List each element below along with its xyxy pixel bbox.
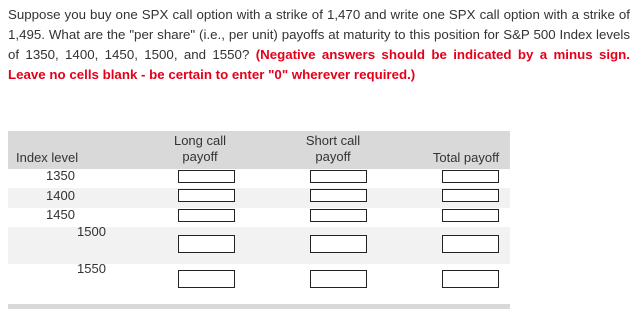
header-total-payoff: Total payoff [432, 150, 500, 165]
long-call-input-1500[interactable] [178, 235, 235, 253]
header-short-call: Short call payoff [305, 133, 361, 164]
long-call-input-1350[interactable] [178, 170, 235, 183]
header-long-call: Long call payoff [173, 133, 227, 164]
short-call-input-1500[interactable] [310, 235, 367, 253]
header-index-level: Index level [16, 150, 79, 165]
total-payoff-input-1350[interactable] [442, 170, 499, 183]
short-call-input-1400[interactable] [310, 189, 367, 202]
index-level-cell: 1550 [77, 261, 106, 276]
long-call-input-1550[interactable] [178, 270, 235, 288]
index-level-cell: 1500 [77, 224, 106, 239]
short-call-input-1550[interactable] [310, 270, 367, 288]
total-payoff-input-1450[interactable] [442, 209, 499, 222]
total-payoff-input-1550[interactable] [442, 270, 499, 288]
total-payoff-input-1400[interactable] [442, 189, 499, 202]
question-text [8, 5, 630, 85]
index-level-cell: 1450 [46, 207, 75, 222]
question-instruction: (Negative answers should be indicated by a minus sign. Leave no cells blank - be certain to enter "0" wherever required.) [8, 47, 630, 82]
long-call-input-1400[interactable] [178, 189, 235, 202]
question-body: Suppose you buy one SPX call option with a strike of 1,470 and write one SPX call option with a strike of 1,495. What are the "per share" (i.e., per unit) payoffs at maturity to this position for S&P 500 Index levels of 1350, 1400, 1450, 1500, and 1550? [8, 7, 630, 62]
table-bottom-bar [8, 304, 510, 309]
short-call-input-1350[interactable] [310, 170, 367, 183]
payoff-table [8, 131, 510, 309]
total-payoff-input-1500[interactable] [442, 235, 499, 253]
long-call-input-1450[interactable] [178, 209, 235, 222]
index-level-cell: 1350 [46, 168, 75, 183]
index-level-cell: 1400 [46, 188, 75, 203]
short-call-input-1450[interactable] [310, 209, 367, 222]
row-band [8, 188, 510, 208]
